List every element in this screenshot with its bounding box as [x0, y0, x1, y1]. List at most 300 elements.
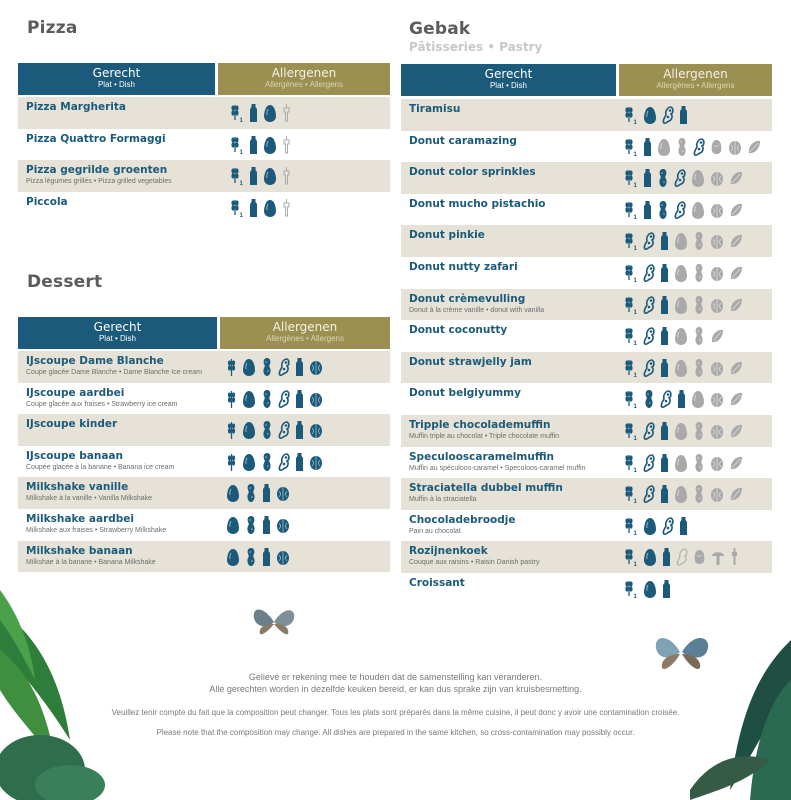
- walnut-grey-icon: [710, 295, 724, 315]
- almond-grey-icon: [729, 231, 743, 251]
- dish-name: Pizza gegrilde groenten: [26, 164, 168, 177]
- table-row: [401, 131, 772, 163]
- egg-grey-icon: [691, 389, 705, 409]
- gluten-icon: [230, 135, 244, 155]
- allergen-icons: [624, 421, 743, 441]
- dish-translation: Coupe glacée Dame Blanche • Dame Blanche Ice cream: [26, 369, 202, 376]
- egg-icon: [226, 515, 240, 535]
- dish-name: Croissant: [409, 576, 465, 589]
- peanut-icon: [261, 389, 273, 409]
- svg-text:1: 1: [633, 562, 637, 568]
- table-row: [18, 192, 390, 224]
- soy-icon: [643, 295, 655, 315]
- milk-icon: [660, 263, 669, 283]
- egg-grey-icon: [674, 231, 688, 251]
- milk-icon: [660, 326, 669, 346]
- walnut-icon: [309, 389, 323, 409]
- soy-icon: [674, 168, 686, 188]
- allergen-icons: [226, 483, 290, 503]
- egg-icon: [643, 105, 657, 125]
- gluten-icon: [624, 200, 638, 220]
- dish-header-label: Gerecht: [93, 320, 142, 334]
- peanut-icon: [261, 420, 273, 440]
- svg-text:1: 1: [633, 467, 637, 473]
- dish-name: IJscoupe banaan: [26, 449, 123, 462]
- egg-grey-icon: [674, 263, 688, 283]
- table-row: [401, 415, 772, 447]
- milk-icon: [662, 547, 671, 567]
- allergen-icons: [624, 263, 743, 283]
- gebak-rows: [401, 99, 772, 605]
- soy-icon: [278, 389, 290, 409]
- dish-column-header: [18, 317, 220, 349]
- walnut-grey-icon: [710, 484, 724, 504]
- soy-icon: [643, 453, 655, 473]
- peanut-icon: [245, 515, 257, 535]
- almond-grey-icon: [710, 326, 724, 346]
- peanut-icon: [643, 389, 655, 409]
- table-row: [401, 257, 772, 289]
- mustard-grey-icon: [730, 547, 739, 567]
- milk-icon: [662, 579, 671, 599]
- gluten-icon: [624, 105, 638, 125]
- allergen-icons: [226, 452, 323, 472]
- allergen-icons: [624, 295, 743, 315]
- gluten-icon: [624, 389, 638, 409]
- allergen-icons: [624, 326, 724, 346]
- allergen-icons: [624, 389, 743, 409]
- egg-outline-icon: [263, 166, 277, 186]
- gluten-icon: [624, 484, 638, 504]
- gebak-title: Gebak: [409, 19, 471, 39]
- soy-icon: [662, 516, 674, 536]
- table-row: [401, 99, 772, 131]
- gluten-icon: [624, 421, 638, 441]
- milk-icon: [660, 421, 669, 441]
- dish-name: Speculooscaramelmuffin: [409, 450, 555, 463]
- table-row: [401, 541, 772, 573]
- peanut-grey-icon: [693, 263, 705, 283]
- walnut-grey-icon: [710, 389, 724, 409]
- walnut-grey-icon: [710, 421, 724, 441]
- hazelnut-grey-icon: [693, 547, 706, 567]
- egg-icon: [242, 452, 256, 472]
- peanut-icon: [245, 547, 257, 567]
- svg-text:1: 1: [633, 151, 637, 157]
- milk-icon: [249, 198, 258, 218]
- walnut-grey-icon: [710, 168, 724, 188]
- dish-translation: Pizza légumes grillés • Pizza grilled vegetables: [26, 178, 172, 186]
- milk-icon: [660, 231, 669, 251]
- allergen-icons: [624, 453, 743, 473]
- table-row: [18, 541, 390, 573]
- mustard-outline-icon: [282, 166, 291, 186]
- milk-icon: [677, 389, 686, 409]
- dish-header-sublabel: Plat • Dish: [98, 334, 137, 343]
- dish-name: IJscoupe aardbei: [26, 386, 125, 399]
- dish-name: Tiramisu: [409, 103, 461, 115]
- egg-outline-icon: [263, 103, 277, 123]
- allergens-header-sublabel: Allergènes • Allergens: [265, 80, 343, 89]
- peanut-icon: [245, 483, 257, 503]
- dish-column-header: [18, 63, 218, 95]
- gluten-icon: [624, 168, 638, 188]
- milk-icon: [249, 166, 258, 186]
- butterfly-small-decoration: [250, 604, 298, 642]
- notice-french: Veuillez tenir compte du fait que la composition peut changer. Tous les plats sont préparés dans la même cuisine, il peut donc y avoir une contamination croisée.: [111, 708, 680, 717]
- dish-name: Rozijnenkoek: [409, 545, 488, 558]
- dish-name: Pizza Margherita: [26, 101, 126, 113]
- soy-icon: [643, 326, 655, 346]
- egg-grey-icon: [674, 484, 688, 504]
- egg-grey-icon: [674, 421, 688, 441]
- dessert-rows: [18, 351, 390, 572]
- mustard-outline-icon: [282, 103, 291, 123]
- dish-name: IJscoupe kinder: [26, 418, 118, 431]
- palm-leaf-left-decoration: [0, 590, 110, 800]
- soy-icon: [643, 484, 655, 504]
- table-row: [18, 477, 390, 509]
- allergen-icons: [226, 547, 290, 567]
- almond-grey-icon: [729, 295, 743, 315]
- almond-grey-icon: [729, 389, 743, 409]
- allergen-icons: [624, 200, 743, 220]
- walnut-grey-icon: [710, 200, 724, 220]
- egg-icon: [226, 547, 240, 567]
- peanut-icon: [657, 168, 669, 188]
- table-row: [18, 97, 390, 129]
- walnut-icon: [309, 452, 323, 472]
- peanut-grey-icon: [693, 295, 705, 315]
- svg-text:1: 1: [239, 181, 243, 187]
- almond-grey-icon: [729, 358, 743, 378]
- gluten-icon: [624, 137, 638, 157]
- wheat-icon: [226, 389, 237, 409]
- table-row: [401, 573, 772, 605]
- allergen-icons: [226, 420, 323, 440]
- table-row: [401, 289, 772, 321]
- milk-icon: [295, 452, 304, 472]
- allergens-header-label: Allergenen: [272, 320, 338, 334]
- allergen-icons: [230, 198, 291, 218]
- table-row: [18, 414, 390, 446]
- gluten-icon: [230, 198, 244, 218]
- gluten-icon: [624, 326, 638, 346]
- wheat-icon: [226, 452, 237, 472]
- svg-text:1: 1: [633, 120, 637, 125]
- gluten-icon: [230, 166, 244, 186]
- svg-text:1: 1: [633, 214, 637, 220]
- svg-text:1: 1: [239, 212, 243, 218]
- milk-icon: [262, 515, 271, 535]
- soy-outline-icon: [676, 547, 688, 567]
- wheat-icon: [226, 357, 237, 377]
- svg-text:1: 1: [633, 246, 637, 252]
- dish-translation: Muffin au spéculoos-caramel • Speculoos-caramel muffin: [409, 464, 586, 472]
- milk-icon: [249, 103, 258, 123]
- allergens-column-header: [220, 317, 390, 349]
- egg-grey-icon: [674, 295, 688, 315]
- notice-dutch-line-1: Gelieve er rekening mee te houden dat de samenstelling kan veranderen.: [248, 672, 543, 682]
- milk-icon: [295, 420, 304, 440]
- gluten-icon: [624, 453, 638, 473]
- peanut-grey-icon: [693, 358, 705, 378]
- mustard-outline-icon: [282, 198, 291, 218]
- table-row: [401, 510, 772, 542]
- table-row: [18, 383, 390, 415]
- allergen-icons: [230, 166, 291, 186]
- dish-translation: Milkshake à la vanille • Vanilla Milkshake: [26, 495, 153, 503]
- mustard-outline-icon: [282, 135, 291, 155]
- table-row: [401, 447, 772, 479]
- milk-icon: [660, 453, 669, 473]
- allergen-icons: [230, 135, 291, 155]
- gluten-icon: [624, 579, 638, 599]
- allergen-icons: [624, 168, 743, 188]
- egg-grey-icon: [691, 168, 705, 188]
- allergen-icons: [230, 103, 291, 123]
- peanut-grey-icon: [693, 421, 705, 441]
- gluten-icon: [624, 295, 638, 315]
- dish-translation: Muffin à la straciatella: [409, 496, 477, 504]
- dish-name: Donut caramazing: [409, 134, 517, 147]
- table-row: [18, 446, 390, 478]
- dish-header-label: Gerecht: [92, 66, 141, 80]
- dish-name: Straciatella dubbel muffin: [409, 482, 563, 495]
- dish-name: Milkshake aardbei: [26, 512, 135, 525]
- svg-text:1: 1: [633, 341, 637, 347]
- dish-name: Donut color sprinkles: [409, 166, 536, 179]
- milk-icon: [643, 200, 652, 220]
- walnut-grey-icon: [728, 137, 742, 157]
- egg-grey-icon: [657, 137, 671, 157]
- almond-grey-icon: [729, 168, 743, 188]
- milk-icon: [660, 295, 669, 315]
- egg-outline-icon: [263, 135, 277, 155]
- walnut-grey-icon: [710, 231, 724, 251]
- walnut-icon: [276, 515, 290, 535]
- dish-name: Tripple chocolademuffin: [409, 418, 551, 431]
- dish-translation: Milkshake aux fraises • Strawberry Milkshake: [26, 526, 167, 534]
- dish-name: Chocoladebroodje: [409, 513, 516, 526]
- soy-icon: [278, 452, 290, 472]
- allergens-header-label: Allergenen: [271, 66, 337, 80]
- almond-grey-icon: [729, 200, 743, 220]
- soy-icon: [278, 420, 290, 440]
- milk-icon: [643, 137, 652, 157]
- pizza-table-header: [18, 63, 390, 95]
- table-row: [401, 383, 772, 415]
- gluten-icon: [624, 263, 638, 283]
- dish-header-label: Gerecht: [484, 67, 533, 81]
- peanut-icon: [261, 452, 273, 472]
- peanut-grey-icon: [693, 326, 705, 346]
- egg-icon: [226, 483, 240, 503]
- gluten-icon: [624, 516, 638, 536]
- peanut-grey-icon: [676, 137, 688, 157]
- svg-text:1: 1: [633, 309, 637, 315]
- soy-icon: [660, 389, 672, 409]
- peanut-icon: [261, 357, 273, 377]
- allergen-icons: [624, 137, 761, 157]
- svg-text:1: 1: [633, 593, 637, 599]
- walnut-grey-icon: [710, 453, 724, 473]
- soy-icon: [643, 263, 655, 283]
- svg-text:1: 1: [633, 277, 637, 283]
- gebak-table: [401, 64, 772, 605]
- milk-icon: [679, 516, 688, 536]
- milk-icon: [295, 357, 304, 377]
- table-row: [18, 351, 390, 383]
- gebak-table-header: [401, 64, 772, 96]
- allergens-header-label: Allergenen: [663, 67, 728, 81]
- dessert-table-header: [18, 317, 390, 349]
- allergens-header-sublabel: Allergènes • Allergens: [266, 334, 344, 343]
- milk-icon: [262, 483, 271, 503]
- milk-icon: [262, 547, 271, 567]
- milk-icon: [643, 168, 652, 188]
- dish-name: Donut coconutty: [409, 324, 508, 337]
- egg-icon: [242, 357, 256, 377]
- dish-name: Pizza Quattro Formaggi: [26, 132, 166, 145]
- svg-text:1: 1: [633, 530, 637, 536]
- gluten-icon: [624, 547, 638, 567]
- allergen-icons: [624, 516, 688, 536]
- allergen-icons: [226, 389, 323, 409]
- dish-name: Donut pinkie: [409, 229, 485, 242]
- table-row: [401, 352, 772, 384]
- milk-icon: [295, 389, 304, 409]
- dish-name: Piccola: [26, 195, 68, 208]
- soy-icon: [643, 421, 655, 441]
- soy-icon: [674, 200, 686, 220]
- allergens-header-sublabel: Allergènes • Allergens: [656, 81, 735, 90]
- dish-translation: Donut à la crème vanille • donut with vanilla: [409, 306, 545, 314]
- svg-text:1: 1: [633, 372, 637, 378]
- milk-icon: [660, 484, 669, 504]
- almond-grey-icon: [729, 484, 743, 504]
- dish-name: Donut strawjelly jam: [409, 355, 532, 368]
- egg-outline-icon: [263, 198, 277, 218]
- table-row: [401, 194, 772, 226]
- peanut-grey-icon: [693, 484, 705, 504]
- dish-name: Milkshake banaan: [26, 544, 133, 557]
- dessert-title: Dessert: [27, 272, 103, 292]
- dish-name: Donut nutty zafari: [409, 260, 518, 273]
- hazelnut-grey-icon: [710, 137, 723, 157]
- walnut-grey-icon: [710, 263, 724, 283]
- almond-grey-icon: [729, 421, 743, 441]
- svg-text:1: 1: [633, 404, 637, 410]
- gluten-icon: [624, 231, 638, 251]
- egg-icon: [643, 579, 657, 599]
- svg-text:1: 1: [239, 149, 243, 155]
- dish-name: Donut belgiyummy: [409, 387, 521, 400]
- soy-icon: [693, 137, 705, 157]
- wheat-icon: [226, 420, 237, 440]
- egg-icon: [242, 420, 256, 440]
- table-row: [18, 509, 390, 541]
- mushroom-grey-icon: [711, 547, 725, 567]
- table-row: [401, 162, 772, 194]
- allergen-icons: [624, 358, 743, 378]
- table-row: [401, 478, 772, 510]
- soy-icon: [643, 231, 655, 251]
- egg-grey-icon: [674, 358, 688, 378]
- walnut-icon: [309, 357, 323, 377]
- allergen-icons: [624, 105, 688, 125]
- almond-grey-icon: [729, 263, 743, 283]
- pizza-table: [18, 63, 390, 223]
- allergens-column-header: [218, 63, 390, 95]
- gluten-icon: [230, 103, 244, 123]
- svg-text:1: 1: [633, 499, 637, 505]
- almond-grey-icon: [729, 453, 743, 473]
- gebak-subtitle: Pâtisseries • Pastry: [409, 40, 543, 54]
- dish-header-sublabel: Plat • Dish: [489, 81, 528, 90]
- dish-name: Donut crèmevulling: [409, 292, 526, 305]
- table-row: [401, 320, 772, 352]
- peanut-grey-icon: [693, 453, 705, 473]
- walnut-grey-icon: [710, 358, 724, 378]
- allergen-icons: [226, 357, 323, 377]
- notice-english: Please note that the composition may change. All dishes are prepared in the same kitchen, so cross-contamination may possibly occur.: [156, 728, 635, 737]
- allergen-icons: [624, 579, 671, 599]
- peanut-icon: [657, 200, 669, 220]
- svg-text:1: 1: [633, 183, 637, 189]
- soy-icon: [278, 357, 290, 377]
- allergen-icons: [624, 231, 743, 251]
- pizza-title: Pizza: [27, 18, 78, 38]
- egg-icon: [242, 389, 256, 409]
- dish-column-header: [401, 64, 619, 96]
- dish-translation: Coupe glacée aux fraises • Strawberry ice cream: [26, 400, 178, 408]
- soy-icon: [643, 358, 655, 378]
- dish-translation: Couque aux raisins • Raisin Danish pastry: [409, 559, 540, 567]
- svg-text:1: 1: [239, 118, 243, 123]
- soy-icon: [662, 105, 674, 125]
- allergen-icons: [624, 547, 739, 567]
- milk-icon: [660, 358, 669, 378]
- dish-translation: Muffin triple au chocolat • Triple chocolate muffin: [409, 432, 560, 440]
- allergen-icons: [624, 484, 743, 504]
- dish-translation: Milkshae à la banane • Banana Milkshake: [26, 558, 156, 566]
- dessert-table: [18, 317, 390, 572]
- svg-text:1: 1: [633, 435, 637, 441]
- table-row: [18, 160, 390, 192]
- walnut-icon: [309, 420, 323, 440]
- dish-translation: Pain au chocolat: [409, 527, 461, 535]
- allergen-icons: [226, 515, 290, 535]
- milk-icon: [249, 135, 258, 155]
- dish-name: IJscoupe Dame Blanche: [26, 355, 164, 367]
- gluten-icon: [624, 358, 638, 378]
- egg-icon: [643, 516, 657, 536]
- egg-grey-icon: [691, 200, 705, 220]
- dish-translation: Coupée glacée à la banane • Banana ice cream: [26, 463, 175, 471]
- egg-grey-icon: [674, 326, 688, 346]
- table-row: [18, 129, 390, 161]
- table-row: [401, 225, 772, 257]
- dish-name: Milkshake vanille: [26, 481, 129, 494]
- milk-icon: [679, 105, 688, 125]
- dish-header-sublabel: Plat • Dish: [97, 80, 136, 89]
- almond-grey-icon: [747, 137, 761, 157]
- dish-name: Donut mucho pistachio: [409, 197, 546, 210]
- walnut-icon: [276, 547, 290, 567]
- allergens-column-header: [619, 64, 772, 96]
- egg-icon: [643, 547, 657, 567]
